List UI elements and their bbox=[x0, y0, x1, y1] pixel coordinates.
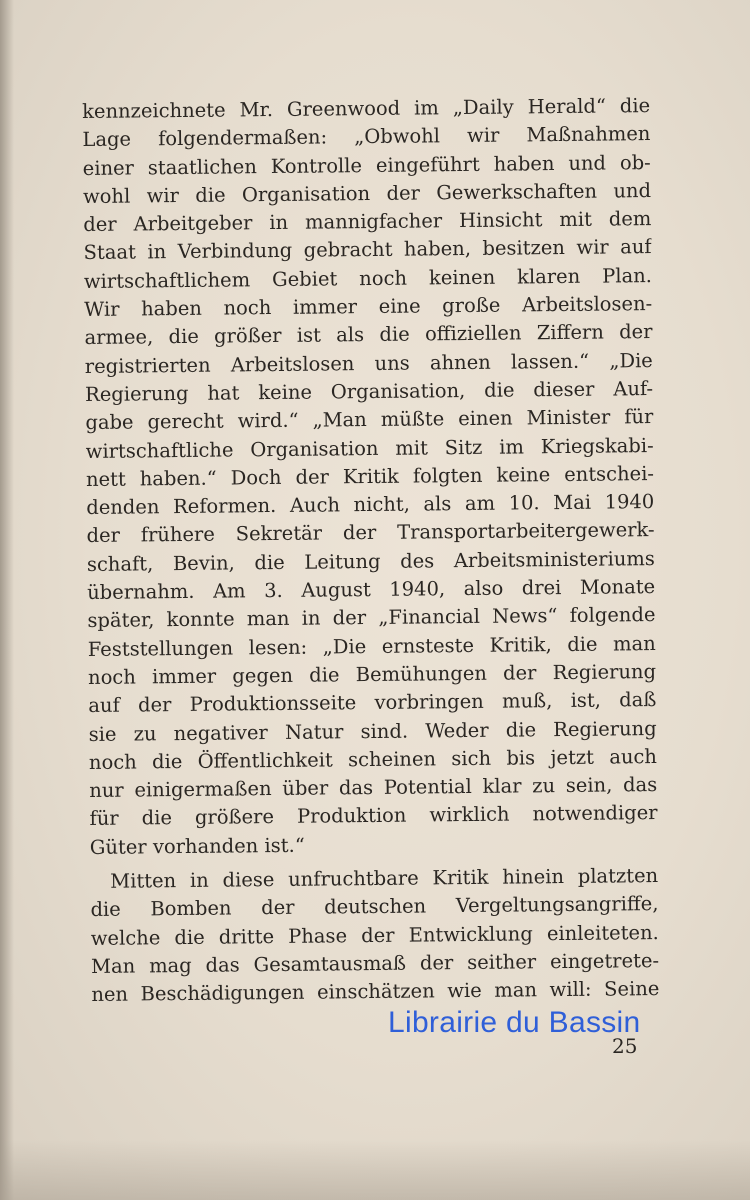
page-number: 25 bbox=[612, 1034, 638, 1058]
text-line: Staat in Verbindung gebracht haben, besitzen wir auf bbox=[83, 235, 652, 265]
text-line: der frühere Sekretär der Transportarbeitergewerk- bbox=[86, 518, 655, 548]
text-line: auf der Produktionsseite vorbringen muß, ist, daß bbox=[88, 688, 657, 718]
text-line: Mitten in diese unfruchtbare Kritik hinein platzten bbox=[110, 864, 659, 893]
text-line: armee, die größer ist als die offiziellen Ziffern der bbox=[84, 320, 653, 350]
text-line: welche die dritte Phase der Entwicklung einleiteten. bbox=[90, 920, 659, 950]
text-line: Feststellungen lesen: „Die ernsteste Kritik, die man bbox=[87, 631, 656, 661]
text-line: nett haben.“ Doch der Kritik folgten keine entschei- bbox=[85, 461, 655, 491]
text-line: die Bomben der deutschen Vergeltungsangriffe, bbox=[90, 892, 659, 922]
text-line: registrierten Arbeitslosen uns ahnen lassen.“ „Die bbox=[84, 348, 653, 378]
text-line: gabe gerecht wird.“ „Man müßte einen Minister für bbox=[85, 405, 654, 435]
text-line: wirtschaftliche Organisation mit Sitz im Kriegskabi- bbox=[85, 433, 654, 463]
text-line: schaft, Bevin, die Leitung des Arbeitsministeriums bbox=[86, 546, 655, 576]
text-line: kennzeichnete Mr. Greenwood im „Daily Herald“ die bbox=[82, 94, 651, 123]
text-line: für die größere Produktion wirklich notwendiger bbox=[89, 801, 658, 831]
text-line: Wir haben noch immer eine große Arbeitslosen- bbox=[84, 292, 653, 322]
text-line: Regierung hat keine Organisation, die dieser Auf- bbox=[84, 377, 654, 406]
text-line: noch die Öffentlichkeit scheinen sich bis jetzt auch bbox=[88, 744, 658, 774]
paragraph-2 bbox=[90, 862, 659, 1009]
page-edge-shadow bbox=[0, 0, 14, 1200]
text-line: wohl wir die Organisation der Gewerkschaften und bbox=[82, 178, 652, 208]
text-line: Lage folgendermaßen: „Obwohl wir Maßnahmen bbox=[82, 122, 651, 152]
text-line: einer staatlichen Kontrolle eingeführt haben und ob- bbox=[82, 150, 651, 180]
text-line: Man mag das Gesamtausmaß der seither eingetrete- bbox=[90, 948, 660, 978]
text-line: Güter vorhanden ist.“ bbox=[89, 833, 305, 859]
text-line: nur einigermaßen über das Potential klar zu sein, das bbox=[89, 773, 658, 803]
page-bottom-shadow bbox=[0, 1140, 750, 1200]
text-line: nen Beschädigungen einschätzen wie man will: Seine bbox=[91, 977, 660, 1007]
paragraph-1 bbox=[82, 92, 658, 862]
text-line: später, konnte man in der „Financial News“ folgende bbox=[87, 603, 656, 633]
text-line: übernahm. Am 3. August 1940, also drei Monate bbox=[87, 575, 656, 605]
watermark: Librairie du Bassin bbox=[388, 1006, 641, 1039]
text-line: der Arbeitgeber in mannigfacher Hinsicht mit dem bbox=[83, 207, 652, 237]
text-line: wirtschaftlichem Gebiet noch keinen klaren Plan. bbox=[83, 263, 653, 293]
text-line: denden Reformen. Auch nicht, als am 10. Mai 1940 bbox=[86, 490, 655, 520]
text-line: noch immer gegen die Bemühungen der Regierung bbox=[87, 659, 657, 689]
body-text bbox=[82, 92, 660, 1009]
text-line: sie zu negativer Natur sind. Weder die Regierung bbox=[88, 716, 657, 746]
